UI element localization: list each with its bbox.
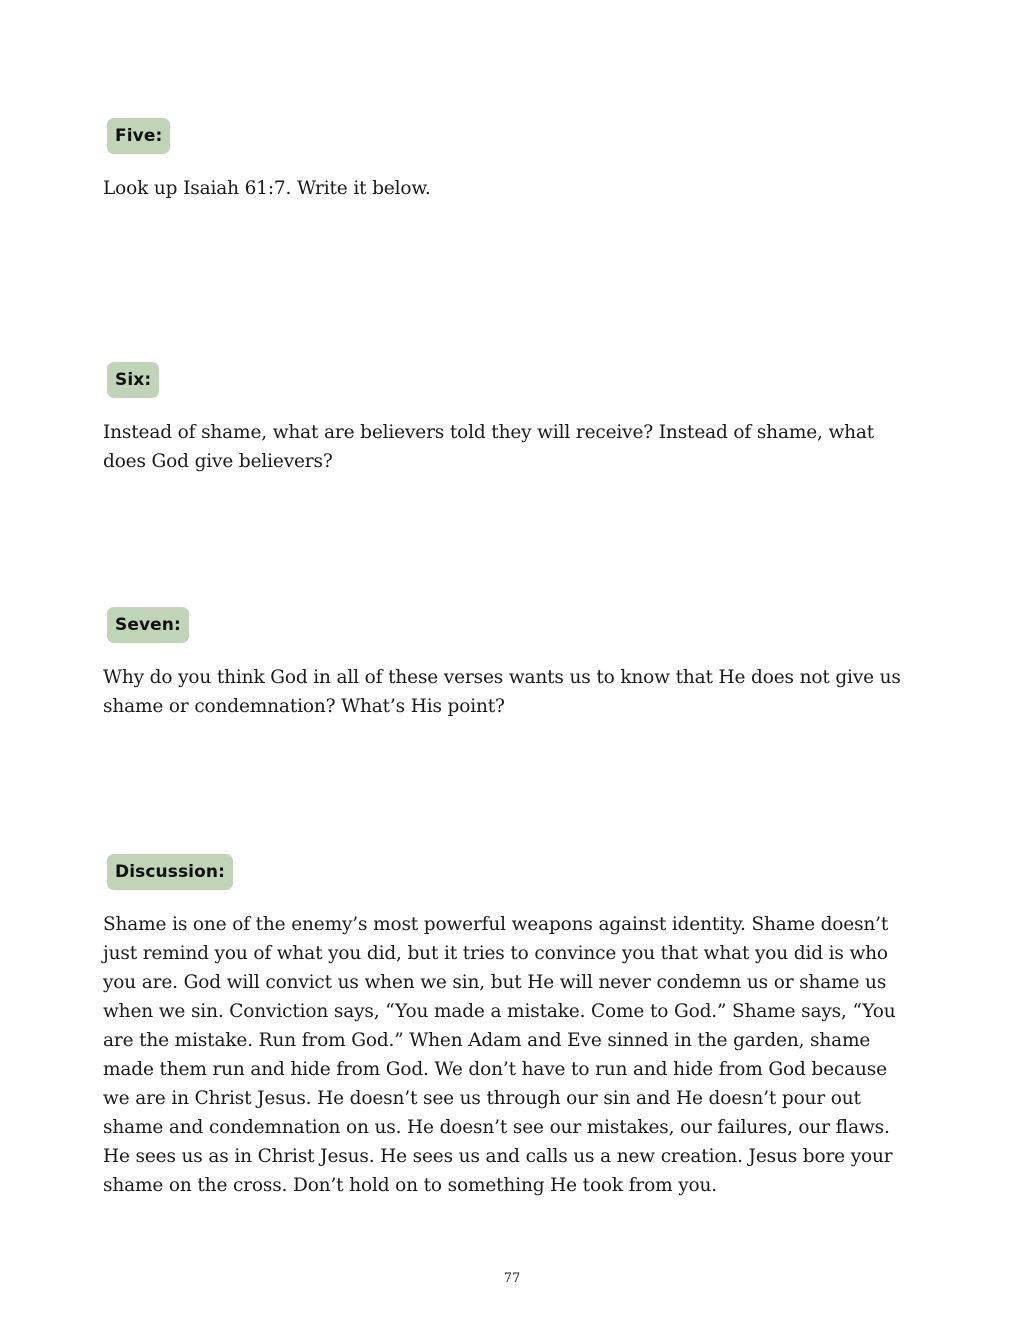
- section-label-five: Five:: [107, 118, 170, 154]
- section-label-six: Six:: [107, 362, 159, 398]
- discussion-text: Shame is one of the enemy’s most powerful weapons against identity. Shame doesn’t just remind you of what you did, but it tries to convince you that what you did is who you are. God will convict us when we sin, but He will never condemn us or shame us when we sin. Conviction says, “You made a mistake. Come to God.” Shame says, “You are the mistake. Run from God.” When Adam and Eve sinned in the garden, shame made them run and hide from God. We don’t have to run and hide from God because we are in Christ Jesus. He doesn’t see us through our sin and He doesn’t pour out shame and condemnation on us. He doesn’t see our mistakes, our failures, our flaws. He sees us as in Christ Jesus. He sees us and calls us a new creation. Jesus bore your shame on the cross. Don’t hold on to something He took from you.: [103, 914, 896, 1196]
- section-seven: [103, 607, 913, 721]
- section-six: [103, 362, 913, 476]
- question-five-text: Look up Isaiah 61:7. Write it below.: [103, 178, 431, 199]
- question-seven-text: Why do you think God in all of these verses wants us to know that He does not give us shame or condemnation? What’s His point?: [103, 667, 901, 717]
- section-label-discussion: Discussion:: [107, 854, 233, 890]
- section-discussion: [103, 854, 913, 1200]
- section-five: [103, 118, 913, 203]
- section-label-seven: Seven:: [107, 607, 189, 643]
- page-number: 77: [503, 1271, 521, 1286]
- question-six-text: Instead of shame, what are believers told they will receive? Instead of shame, what does God give believers?: [103, 422, 875, 472]
